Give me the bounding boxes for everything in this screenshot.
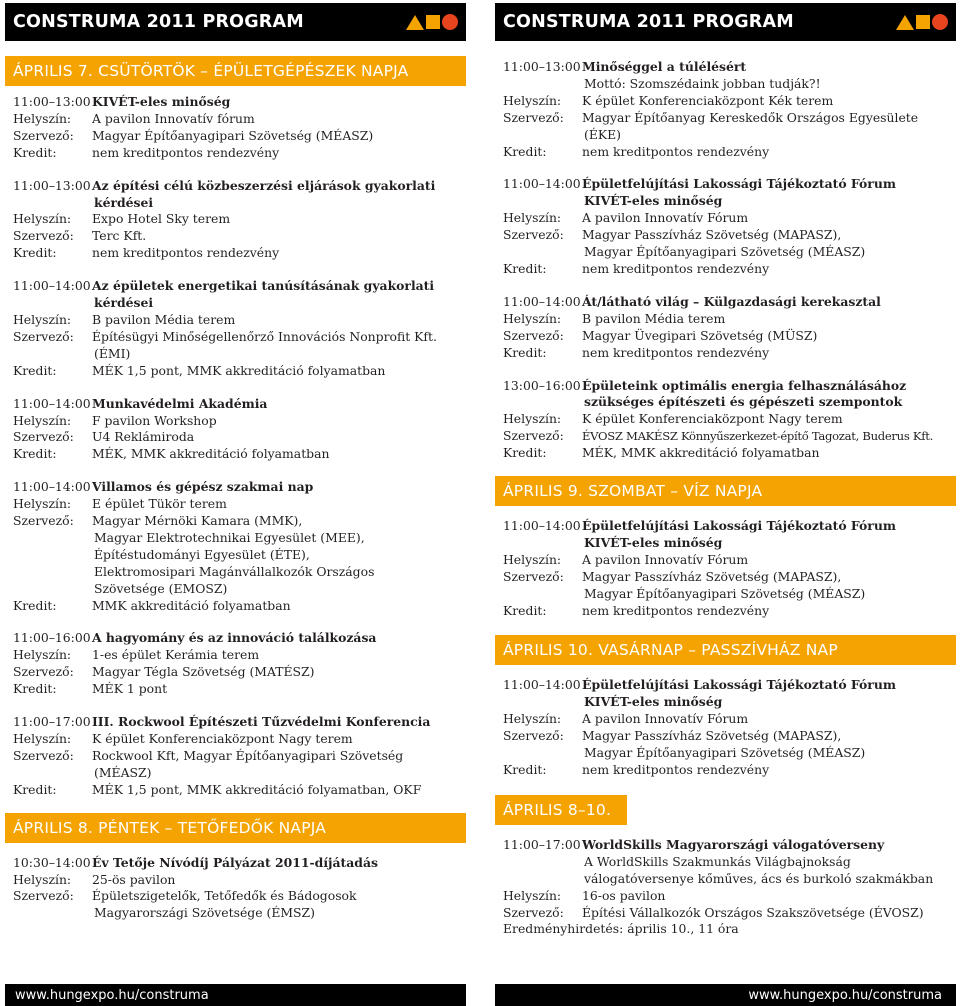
organizer-label: Szervező: <box>13 328 74 344</box>
event-organizer: Terc Kft. <box>92 228 147 244</box>
event-time: 11:00–14:00 <box>503 293 581 309</box>
credit-label: Kredit: <box>503 344 547 360</box>
event-title: Munkavédelmi Akadémia <box>92 395 268 411</box>
event-title: Minőséggel a túlélésért <box>582 59 747 74</box>
event-credit: MÉK, MMK akkreditáció folyamatban <box>92 446 330 462</box>
credit-label: Kredit: <box>503 143 547 159</box>
event-organizer: Magyar Építőanyag Kereskedők Országos Egyesülete <box>582 109 919 125</box>
event-organizer: Magyar Üvegipari Szövetség (MÜSZ) <box>582 327 818 343</box>
event-time: 11:00–13:00 <box>13 94 91 109</box>
event-place: B pavilon Média terem <box>582 310 726 326</box>
day-heading-april-9: ÁPRILIS 9. SZOMBAT – VÍZ NAPJA <box>495 476 956 506</box>
event-motto: Mottó: Szomszédaink jobban tudják?! <box>584 75 821 91</box>
construma-logo-icon <box>896 14 948 30</box>
event-organizer: U4 Reklámiroda <box>92 429 195 445</box>
credit-label: Kredit: <box>503 602 547 618</box>
event-credit: nem kreditpontos rendezvény <box>582 762 770 777</box>
footer-url-bar <box>5 984 466 1006</box>
event-credit: MÉK 1 pont <box>92 681 168 697</box>
credit-label: Kredit: <box>13 144 57 160</box>
event-organizer-cont: Magyar Építőanyagipari Szövetség (MÉASZ) <box>584 244 866 260</box>
credit-label: Kredit: <box>503 762 547 777</box>
credit-label: Kredit: <box>503 260 547 276</box>
event-title: III. Rockwool Építészeti Tűzvédelmi Konferencia <box>92 714 431 730</box>
event-title: Épületfelújítási Lakossági Tájékoztató Fórum <box>582 176 896 192</box>
event-title: Év Tetője Nívódíj Pályázat 2011-díjátadás <box>92 854 378 870</box>
credit-label: Kredit: <box>503 445 547 461</box>
event-time: 11:00–17:00 <box>503 836 581 852</box>
event-organizer-cont: (ÉMI) <box>94 345 131 361</box>
event-felujitasi-forum-7 <box>503 176 956 277</box>
program-list-april-10 <box>495 665 956 778</box>
event-time: 11:00–14:00 <box>503 176 581 192</box>
event-organizer: Magyar Építőanyagipari Szövetség (MÉASZ) <box>92 127 374 143</box>
event-time: 11:00–14:00 <box>503 677 581 693</box>
event-time: 11:00–14:00 <box>13 395 91 411</box>
event-time: 11:00–14:00 <box>503 518 581 534</box>
header-bar <box>495 3 956 41</box>
event-time: 11:00–17:00 <box>13 714 91 730</box>
event-place: B pavilon Média terem <box>92 311 236 327</box>
event-felujitasi-forum-10 <box>503 677 956 778</box>
event-title: Át/látható világ – Külgazdasági kerekasztal <box>582 293 881 309</box>
event-title-cont: KIVÉT-eles minőség <box>584 534 723 550</box>
organizer-label: Szervező: <box>503 428 564 444</box>
event-title-cont: KIVÉT-eles minőség <box>584 694 723 710</box>
event-atlathato-vilag <box>503 294 956 362</box>
event-credit: MÉK 1,5 pont, MMK akkreditáció folyamatban <box>92 362 386 378</box>
event-time: 10:30–14:00 <box>13 854 91 870</box>
place-label: Helyszín: <box>503 551 562 567</box>
event-place: A pavilon Innovatív Fórum <box>582 711 749 727</box>
day-heading-april-8-10: ÁPRILIS 8–10. <box>495 795 627 825</box>
event-minoseggel <box>503 59 956 160</box>
event-time: 11:00–14:00 <box>13 479 91 495</box>
event-organizer-cont: Magyar Építőanyagipari Szövetség (MÉASZ) <box>584 745 866 761</box>
header-bar <box>5 3 466 41</box>
event-time: 11:00–16:00 <box>13 630 91 646</box>
organizer-label: Szervező: <box>13 747 74 763</box>
organizer-label: Szervező: <box>503 327 564 343</box>
event-organizer: Rockwool Kft, Magyar Építőanyagipari Szövetség <box>92 747 404 763</box>
construma-logo-icon <box>406 14 458 30</box>
place-label: Helyszín: <box>503 411 562 427</box>
program-list-right <box>495 41 956 462</box>
organizer-label: Szervező: <box>13 228 74 244</box>
organizer-label: Szervező: <box>13 664 74 680</box>
place-label: Helyszín: <box>503 210 562 226</box>
event-worldskills <box>503 837 956 938</box>
event-credit: nem kreditpontos rendezvény <box>92 144 280 160</box>
event-place: A pavilon Innovatív fórum <box>92 110 255 126</box>
credit-label: Kredit: <box>13 362 57 378</box>
credit-label: Kredit: <box>13 781 57 797</box>
event-organizer: Épületszigetelők, Tetőfedők és Bádogosok <box>92 888 357 904</box>
event-title: Épületfelújítási Lakossági Tájékoztató Fórum <box>582 518 896 534</box>
credit-label: Kredit: <box>13 446 57 462</box>
place-label: Helyszín: <box>13 871 72 887</box>
day-heading-april-8: ÁPRILIS 8. PÉNTEK – TETŐFEDŐK NAPJA <box>5 813 466 843</box>
place-label: Helyszín: <box>503 887 562 903</box>
program-list-april-8-10 <box>495 825 956 938</box>
organizer-label: Szervező: <box>13 888 74 904</box>
event-felujitasi-forum-9 <box>503 518 956 619</box>
event-place: E épület Tükör terem <box>92 496 227 512</box>
event-place: K épület Konferenciaközpont Nagy terem <box>582 411 843 427</box>
event-organizer-cont: Építéstudományi Egyesület (ÉTE), <box>94 546 310 562</box>
place-label: Helyszín: <box>13 110 72 126</box>
program-list-april-7 <box>5 86 466 799</box>
event-title: A hagyomány és az innováció találkozása <box>92 630 377 646</box>
event-subtitle: A WorldSkills Szakmunkás Világbajnokság <box>584 853 851 869</box>
event-villamos <box>13 479 466 614</box>
event-time: 13:00–16:00 <box>503 377 581 393</box>
event-kozbeszerzes <box>13 178 466 263</box>
event-credit: nem kreditpontos rendezvény <box>582 344 770 360</box>
place-label: Helyszín: <box>503 92 562 108</box>
organizer-label: Szervező: <box>503 728 564 744</box>
place-label: Helyszín: <box>503 711 562 727</box>
event-title-cont: KIVÉT-eles minőség <box>584 193 723 209</box>
event-place: K épület Konferenciaközpont Kék terem <box>582 92 834 108</box>
event-place: A pavilon Innovatív Fórum <box>582 210 749 226</box>
event-rockwool <box>13 714 466 799</box>
event-credit: nem kreditpontos rendezvény <box>582 143 770 159</box>
event-organizer-cont: Magyarországi Szövetsége (ÉMSZ) <box>94 905 315 921</box>
event-subtitle: válogatóversenye kőműves, ács és burkoló szakmákban <box>584 870 934 886</box>
place-label: Helyszín: <box>503 310 562 326</box>
event-energetikai <box>13 278 466 379</box>
credit-label: Kredit: <box>13 681 57 697</box>
event-title: Villamos és gépész szakmai nap <box>92 479 314 495</box>
event-credit: nem kreditpontos rendezvény <box>582 602 770 618</box>
day-heading-april-10: ÁPRILIS 10. VASÁRNAP – PASSZÍVHÁZ NAP <box>495 635 956 665</box>
event-title: KIVÉT-eles minőség <box>92 94 231 109</box>
event-credit: nem kreditpontos rendezvény <box>582 260 770 276</box>
place-label: Helyszín: <box>13 211 72 227</box>
organizer-label: Szervező: <box>13 513 74 529</box>
event-organizer-cont: Magyar Elektrotechnikai Egyesület (MEE), <box>94 529 365 545</box>
event-title: Épületfelújítási Lakossági Tájékoztató Fórum <box>582 677 896 693</box>
event-munkavedelmi <box>13 396 466 464</box>
organizer-label: Szervező: <box>503 904 564 920</box>
event-place: A pavilon Innovatív Fórum <box>582 551 749 567</box>
event-place: Expo Hotel Sky terem <box>92 211 231 227</box>
event-ev-teteje <box>13 855 466 923</box>
event-result-announcement: Eredményhirdetés: április 10., 11 óra <box>503 921 739 937</box>
event-credit: MÉK, MMK akkreditáció folyamatban <box>582 445 820 461</box>
event-title: WorldSkills Magyarországi válogatóverseny <box>582 836 885 852</box>
event-time: 11:00–14:00 <box>13 278 91 294</box>
event-organizer: Építési Vállalkozók Országos Szakszövetsége (ÉVOSZ) <box>582 904 924 920</box>
credit-label: Kredit: <box>13 245 57 261</box>
event-organizer-cont: Magyar Építőanyagipari Szövetség (MÉASZ) <box>584 585 866 601</box>
footer-url-bar <box>495 984 956 1006</box>
event-organizer-cont: Szövetsége (EMOSZ) <box>94 580 228 596</box>
day-heading-april-7: ÁPRILIS 7. CSÜTÖRTÖK – ÉPÜLETGÉPÉSZEK NAPJA <box>5 56 466 86</box>
organizer-label: Szervező: <box>503 227 564 243</box>
program-list-april-9 <box>495 506 956 619</box>
organizer-label: Szervező: <box>503 109 564 125</box>
event-title-cont: kérdései <box>94 295 154 311</box>
event-organizer: Magyar Tégla Szövetség (MATÉSZ) <box>92 664 315 680</box>
event-credit: MÉK 1,5 pont, MMK akkreditáció folyamatban, OKF <box>92 781 422 797</box>
event-title: Épületeink optimális energia felhasználásához <box>582 377 907 393</box>
event-place: K épület Konferenciaközpont Nagy terem <box>92 731 353 746</box>
event-title: Az épületek energetikai tanúsításának gyakorlati <box>92 278 435 294</box>
footer-url-link[interactable]: www.hungexpo.hu/construma <box>748 987 942 1003</box>
event-credit: MMK akkreditáció folyamatban <box>92 597 291 613</box>
event-energia-felhasznalas <box>503 378 956 463</box>
event-organizer: Építésügyi Minőségellenőrző Innovációs Nonprofit Kft. <box>92 328 437 344</box>
event-title-cont: kérdései <box>94 194 154 210</box>
event-organizer: Magyar Mérnöki Kamara (MMK), <box>92 513 303 529</box>
event-title: Az építési célú közbeszerzési eljárások gyakorlati <box>92 177 436 193</box>
organizer-label: Szervező: <box>503 568 564 584</box>
right-column <box>495 3 956 1006</box>
place-label: Helyszín: <box>13 647 72 663</box>
event-organizer-cont: (MÉASZ) <box>94 764 152 780</box>
event-organizer-cont: (ÉKE) <box>584 126 622 142</box>
program-list-april-8 <box>5 843 466 923</box>
event-credit: nem kreditpontos rendezvény <box>92 245 280 261</box>
event-organizer-cont: Elektromosipari Magánvállalkozók Országos <box>94 563 375 579</box>
event-place: 25-ös pavilon <box>92 871 176 887</box>
organizer-label: Szervező: <box>13 127 74 143</box>
event-kivet <box>13 94 466 162</box>
footer-url-link[interactable]: www.hungexpo.hu/construma <box>15 987 209 1003</box>
event-place: 16-os pavilon <box>582 887 666 903</box>
event-time: 11:00–13:00 <box>503 59 581 74</box>
place-label: Helyszín: <box>13 496 72 512</box>
event-organizer: Magyar Passzívház Szövetség (MAPASZ), <box>582 227 842 243</box>
left-column <box>5 3 466 1006</box>
header-title: CONSTRUMA 2011 PROGRAM <box>503 12 794 32</box>
place-label: Helyszín: <box>13 412 72 428</box>
event-organizer: Magyar Passzívház Szövetség (MAPASZ), <box>582 568 842 584</box>
event-time: 11:00–13:00 <box>13 177 91 193</box>
organizer-label: Szervező: <box>13 429 74 445</box>
credit-label: Kredit: <box>13 597 57 613</box>
place-label: Helyszín: <box>13 311 72 327</box>
event-organizer: ÉVOSZ MAKÉSZ Könnyűszerkezet-építő Tagozat, Buderus Kft. <box>582 429 933 444</box>
event-organizer: Magyar Passzívház Szövetség (MAPASZ), <box>582 728 842 744</box>
header-title: CONSTRUMA 2011 PROGRAM <box>13 12 304 32</box>
event-title-cont: szükséges építészeti és gépészeti szempontok <box>584 394 903 410</box>
event-place: 1-es épület Kerámia terem <box>92 647 260 663</box>
place-label: Helyszín: <box>13 731 72 746</box>
event-hagyomany <box>13 630 466 698</box>
event-place: F pavilon Workshop <box>92 412 217 428</box>
